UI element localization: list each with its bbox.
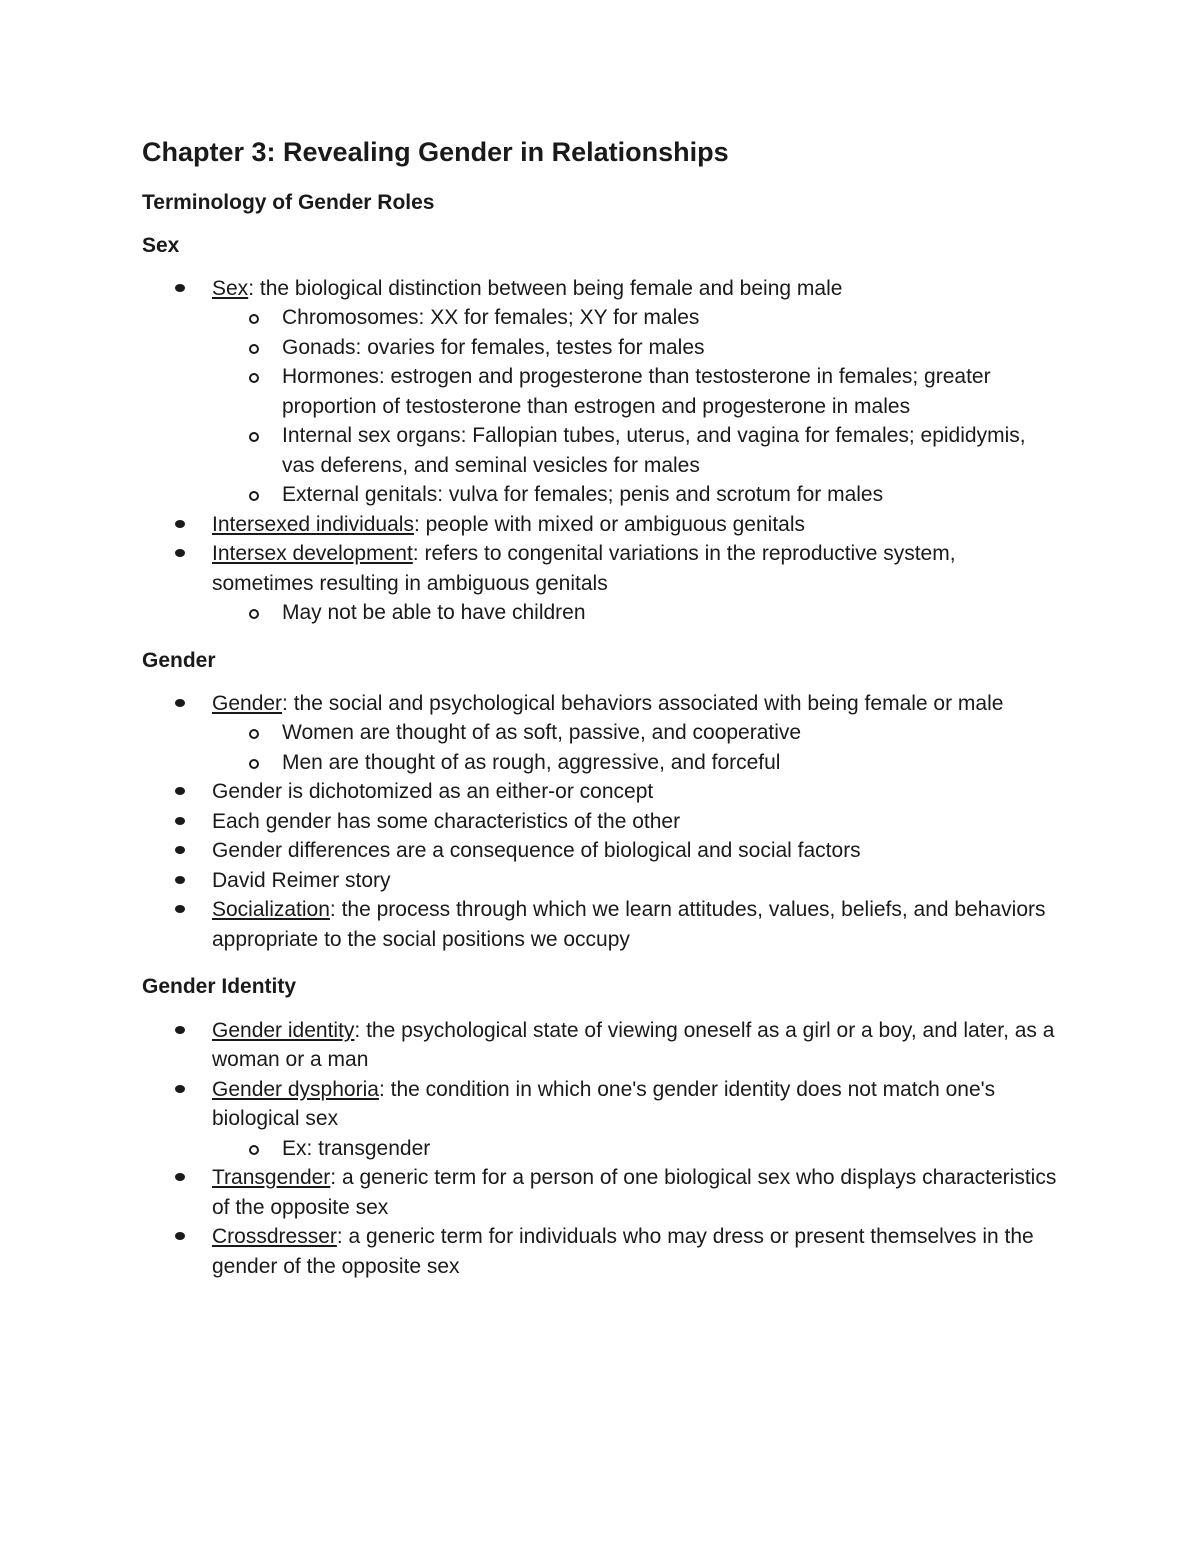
list-item: [142, 274, 1062, 510]
list-item: [142, 689, 1062, 778]
document-subtitle: Terminology of Gender Roles: [142, 191, 435, 215]
term: Gender dysphoria: [212, 1077, 379, 1101]
term: Gender identity: [212, 1018, 355, 1042]
bullet-icon: [175, 846, 185, 854]
bullet-icon: [175, 1026, 185, 1034]
list-item: [142, 895, 1062, 954]
sub-list: [212, 718, 1062, 777]
bullet-icon: [175, 905, 185, 913]
definition: : people with mixed or ambiguous genitals: [413, 512, 806, 536]
list-item: [142, 777, 1062, 807]
term: Socialization: [212, 898, 330, 922]
list-item: [142, 807, 1062, 837]
hollow-bullet-icon: [249, 491, 259, 501]
list-item: [142, 1163, 1062, 1222]
hollow-bullet-icon: [249, 1145, 259, 1155]
bullet-icon: [175, 520, 185, 528]
sub-list-item: Ex: transgender: [212, 1134, 1062, 1164]
list-text: Each gender has some characteristics of the other: [212, 809, 681, 833]
hollow-bullet-icon: [249, 344, 259, 354]
list-text: David Reimer story: [212, 868, 391, 892]
section-heading: Sex: [142, 233, 180, 257]
section-heading: Gender: [142, 648, 216, 672]
sub-list: [212, 1134, 1062, 1164]
section-gender-identity: [142, 974, 1062, 1281]
list-item: [142, 1016, 1062, 1075]
bullet-icon: [175, 284, 185, 292]
hollow-bullet-icon: [249, 759, 259, 769]
term: Crossdresser: [212, 1225, 337, 1249]
definition: : a generic term for individuals who may dress or present themselves in the gender of the opposite sex: [212, 1225, 1034, 1278]
sub-list-item: Women are thought of as soft, passive, and cooperative: [212, 718, 1062, 748]
sub-list-item: Hormones: estrogen and progesterone than testosterone in females; greater proportion of testosterone than estrogen and progesterone in males: [212, 362, 1062, 421]
hollow-bullet-icon: [249, 373, 259, 383]
bullet-list: [142, 689, 1062, 955]
term: Transgender: [212, 1166, 331, 1190]
definition: : a generic term for a person of one biological sex who displays characteristics of the opposite sex: [212, 1166, 1057, 1219]
bullet-icon: [175, 876, 185, 884]
bullet-icon: [175, 1173, 185, 1181]
definition: : refers to congenital variations in the reproductive system, sometimes resulting in ambiguous genitals: [212, 542, 956, 595]
sub-list-item: Men are thought of as rough, aggressive, and forceful: [212, 748, 1062, 778]
list-text: Gender differences are a consequence of biological and social factors: [212, 839, 861, 863]
hollow-bullet-icon: [249, 609, 259, 619]
list-item: [142, 866, 1062, 896]
sub-list: [212, 303, 1062, 510]
list-item: [142, 1075, 1062, 1164]
document-page: [142, 136, 1062, 1301]
hollow-bullet-icon: [249, 432, 259, 442]
sub-list-item: Chromosomes: XX for females; XY for males: [212, 303, 1062, 333]
term: Intersex development: [212, 542, 413, 566]
section-gender: [142, 648, 1062, 955]
list-item: [142, 510, 1062, 540]
definition: : the process through which we learn attitudes, values, beliefs, and behaviors appropriate to the social positions we occupy: [212, 898, 1046, 951]
definition: : the condition in which one's gender identity does not match one's biological sex: [212, 1077, 996, 1131]
definition: : the psychological state of viewing oneself as a girl or a boy, and later, as a woman or a man: [212, 1018, 1055, 1072]
bullet-list: [142, 1016, 1062, 1282]
sub-list-item: Internal sex organs: Fallopian tubes, uterus, and vagina for females; epididymis, vas deferens, and seminal vesicles for males: [212, 421, 1062, 480]
term: Sex: [212, 276, 249, 300]
section-heading: Gender Identity: [142, 975, 297, 999]
list-item: [142, 836, 1062, 866]
bullet-icon: [175, 699, 185, 707]
section-sex: [142, 233, 1062, 628]
term: Gender: [212, 691, 283, 715]
list-text: Gender is dichotomized as an either-or concept: [212, 780, 654, 804]
bullet-icon: [175, 817, 185, 825]
hollow-bullet-icon: [249, 729, 259, 739]
definition: : the biological distinction between being female and being male: [248, 276, 843, 300]
list-item: [142, 1222, 1062, 1281]
document-title: Chapter 3: Revealing Gender in Relationships: [142, 137, 729, 167]
list-item: [142, 539, 1062, 628]
sub-list-item: May not be able to have children: [212, 598, 1062, 628]
hollow-bullet-icon: [249, 314, 259, 324]
sub-list-item: Gonads: ovaries for females, testes for males: [212, 333, 1062, 363]
sub-list: [212, 598, 1062, 628]
bullet-icon: [175, 787, 185, 795]
bullet-list: [142, 274, 1062, 628]
definition: : the social and psychological behaviors associated with being female or male: [282, 691, 1004, 715]
bullet-icon: [175, 1232, 185, 1240]
sub-list-item: External genitals: vulva for females; penis and scrotum for males: [212, 480, 1062, 510]
bullet-icon: [175, 1085, 185, 1093]
term: Intersexed individuals: [212, 512, 414, 536]
bullet-icon: [175, 549, 185, 557]
